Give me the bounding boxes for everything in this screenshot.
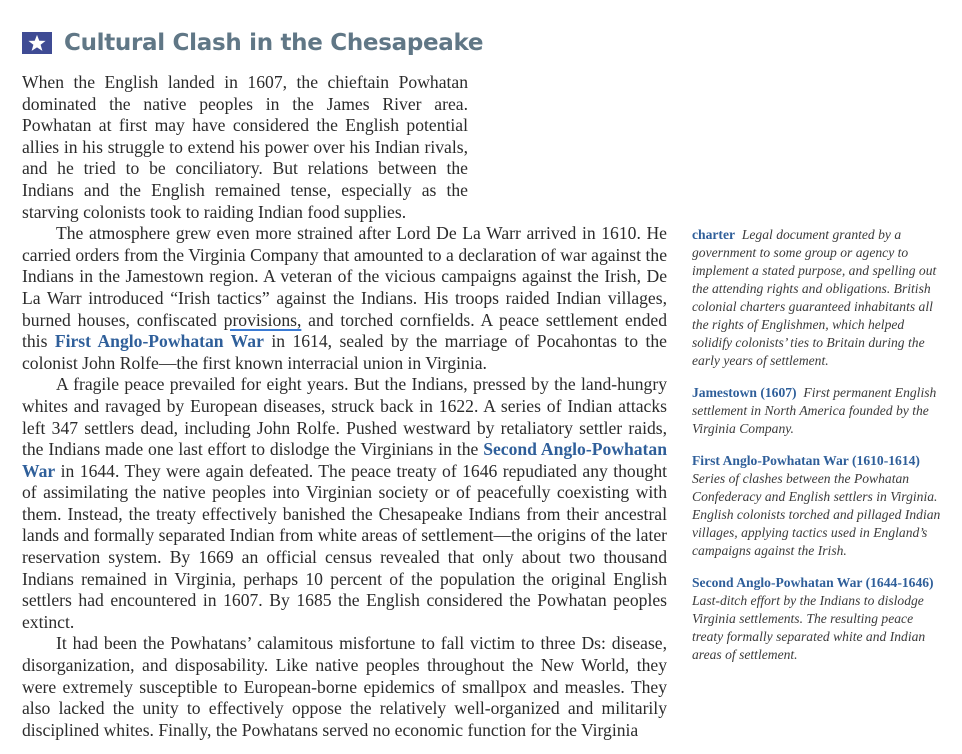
section-title: Cultural Clash in the Chesapeake	[64, 30, 484, 56]
glossary-entry-charter	[692, 226, 942, 370]
glossary-definition: Series of clashes between the Powhatan Confederacy and English settlers in Virginia. English colonists torched and pillaged Indian villages, applying tactics used in England’s campaigns against the Irish.	[692, 471, 941, 558]
glossary-definition: First permanent English settlement in North America founded by the Virginia Company.	[692, 385, 937, 436]
paragraph-1: When the English landed in 1607, the chieftain Powhatan dominated the native peoples in the James River area. Powhatan at first may have considered the English potential allies in his struggle to extend his power over his Indian rivals, and he tried to be conciliatory. But relations between the Indians and the English remained tense, especially as the starving colonists took to raiding Indian food supplies.	[22, 72, 468, 222]
paragraph-2: The atmosphere grew even more strained after Lord De La Warr arrived in 1610. He carried orders from the Virginia Company that amounted to a declaration of war against the Indians in the Jamestown region. A veteran of the vicious campaigns against the Irish, De La Warr introduced “Irish tactics” against the Indians. His troops raided Indian villages, burned houses, confiscated provisions, and torched cornfields. A peace settlement ended this First Anglo-Powhatan War in 1614, sealed by the marriage of Pocahontas to the colonist John Rolfe—the first known interracial union in Virginia.	[22, 223, 667, 373]
glossary-definition: Legal document granted by a government to some group or agency to implement a stated purpose, and spelling out the attending rights and obligations. British colonial charters guaranteed inhabitants all the rights of Englishmen, which helped solidify colonists’ ties to Britain during the early years of settlement.	[692, 227, 937, 368]
glossary-term: First Anglo-Powhatan War (1610-1614)	[692, 453, 920, 468]
glossary-entry-jamestown	[692, 384, 942, 438]
glossary-entry-first-anglo-powhatan-war	[692, 452, 942, 560]
paragraph-4: It had been the Powhatans’ calamitous misfortune to fall victim to three Ds: disease, disorganization, and disposability. Like native peoples throughout the New World, they were extremely susceptible to European-borne epidemics of smallpox and measles. They also lacked the unity to effectively oppose the relatively well-organized and militarily disciplined whites. Finally, the Powhatans served no economic function for the Virginia	[22, 633, 667, 740]
glossary-term: charter	[692, 227, 736, 242]
key-term-second-anglo-powhatan-war[interactable]: Second Anglo-Powhatan War	[22, 439, 667, 481]
section-heading	[22, 30, 483, 56]
glossary-definition: Last-ditch effort by the Indians to dislodge Virginia settlements. The resulting peace treaty formally separated white and Indian areas of settlement.	[692, 593, 926, 662]
star-icon	[22, 32, 52, 54]
glossary-term: Second Anglo-Powhatan War (1644-1646)	[692, 575, 934, 590]
glossary-entry-second-anglo-powhatan-war	[692, 574, 942, 664]
highlighted-word-provisions: provisions,	[223, 309, 302, 330]
key-term-first-anglo-powhatan-war[interactable]: First Anglo-Powhatan War	[54, 331, 264, 352]
glossary-sidebar	[692, 226, 942, 678]
glossary-term: Jamestown (1607)	[692, 385, 797, 400]
paragraph-3: A fragile peace prevailed for eight years. But the Indians, pressed by the land-hungry whites and ravaged by European diseases, struck back in 1622. A series of Indian attacks left 347 settlers dead, including John Rolfe. Pushed westward by retaliatory settler raids, the Indians made one last effort to dislodge the Virginians in the Second Anglo-Powhatan War in 1644. They were again defeated. The peace treaty of 1646 repudiated any thought of assimilating the native peoples into Virginian society or of peacefully coexisting with them. Instead, the treaty effectively banished the Chesapeake Indians from their ancestral lands and formally separated Indian from white areas of settlement—the origins of the later reservation system. By 1669 an official census revealed that only about two thousand Indians remained in Virginia, perhaps 10 percent of the population the original English settlers had encountered in 1607. By 1685 the English considered the Powhatan peoples extinct.	[22, 374, 667, 632]
main-body-text	[22, 72, 667, 741]
